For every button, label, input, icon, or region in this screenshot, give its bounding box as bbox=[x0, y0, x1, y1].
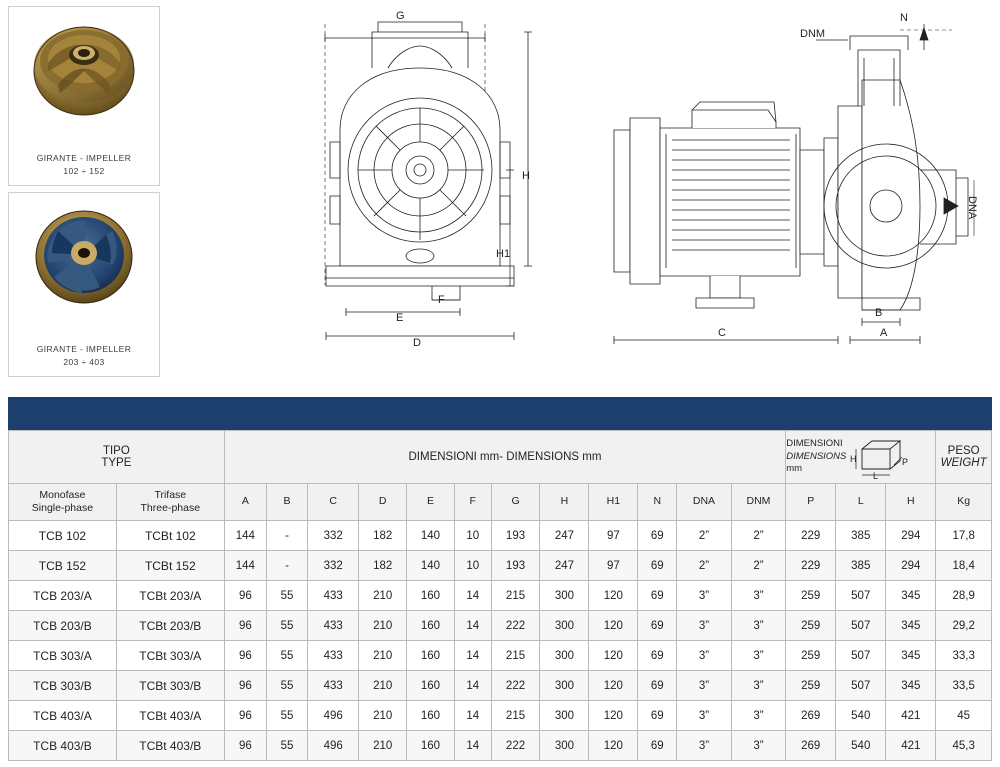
cell-E: 140 bbox=[407, 521, 455, 551]
caption-line-2: 102 ÷ 152 bbox=[63, 165, 105, 176]
cell-N: 69 bbox=[638, 701, 677, 731]
cell-type-three: TCBt 152 bbox=[116, 551, 224, 581]
cell-A: 96 bbox=[224, 581, 266, 611]
cell-type-three: TCBt 102 bbox=[116, 521, 224, 551]
col-header-H1: H1 bbox=[589, 484, 638, 521]
table-row bbox=[9, 611, 992, 641]
cell-DNA: 3” bbox=[677, 581, 731, 611]
col-en: Single-phase bbox=[31, 502, 94, 514]
col-header-H: H bbox=[540, 484, 589, 521]
cell-box-H: 421 bbox=[886, 731, 936, 761]
cell-G: 215 bbox=[491, 701, 540, 731]
cell-C: 496 bbox=[308, 701, 359, 731]
dim-label-E: E bbox=[396, 312, 404, 324]
cell-C: 496 bbox=[308, 731, 359, 761]
cell-P: 259 bbox=[786, 611, 836, 641]
table-row bbox=[9, 731, 992, 761]
cell-E: 160 bbox=[407, 731, 455, 761]
col-header-D: D bbox=[359, 484, 407, 521]
cell-E: 160 bbox=[407, 581, 455, 611]
dim-label-H: H bbox=[522, 170, 530, 182]
header-packing-cell bbox=[786, 431, 936, 484]
impeller-caption-2 bbox=[9, 343, 159, 368]
cell-H1: 120 bbox=[589, 731, 638, 761]
cell-F: 14 bbox=[454, 581, 491, 611]
cell-DNA: 3” bbox=[677, 641, 731, 671]
cell-H1: 97 bbox=[589, 551, 638, 581]
cell-F: 10 bbox=[454, 551, 491, 581]
cell-weight: 29,2 bbox=[936, 611, 992, 641]
cell-DNA: 3” bbox=[677, 671, 731, 701]
cell-E: 160 bbox=[407, 611, 455, 641]
cell-DNA: 3” bbox=[677, 701, 731, 731]
cell-H1: 120 bbox=[589, 611, 638, 641]
col-header-B: B bbox=[266, 484, 307, 521]
cell-N: 69 bbox=[638, 611, 677, 641]
cell-N: 69 bbox=[638, 641, 677, 671]
cell-L: 507 bbox=[836, 581, 886, 611]
cell-weight: 33,5 bbox=[936, 671, 992, 701]
header-type-cell bbox=[9, 431, 225, 484]
cell-DNM: 2” bbox=[731, 551, 785, 581]
cell-L: 507 bbox=[836, 611, 886, 641]
cell-DNM: 3” bbox=[731, 641, 785, 671]
cell-H: 247 bbox=[540, 521, 589, 551]
col-header-three-phase bbox=[116, 484, 224, 521]
header-type-en: TYPE bbox=[101, 457, 132, 469]
caption-line-1: GIRANTE - IMPELLER bbox=[36, 344, 132, 355]
cell-type-single: TCB 403/A bbox=[9, 701, 117, 731]
cell-type-single: TCB 203/A bbox=[9, 581, 117, 611]
col-header-C: C bbox=[308, 484, 359, 521]
cell-P: 269 bbox=[786, 701, 836, 731]
cell-A: 96 bbox=[224, 641, 266, 671]
cell-P: 269 bbox=[786, 731, 836, 761]
cell-G: 193 bbox=[491, 551, 540, 581]
impeller-photo-102-152 bbox=[8, 6, 160, 186]
side-view-drawing bbox=[600, 10, 980, 360]
cell-D: 210 bbox=[359, 581, 407, 611]
dim-label-G: G bbox=[396, 10, 405, 22]
cell-B: 55 bbox=[266, 641, 307, 671]
cell-box-H: 345 bbox=[886, 641, 936, 671]
cell-A: 96 bbox=[224, 701, 266, 731]
cell-D: 210 bbox=[359, 701, 407, 731]
cell-G: 222 bbox=[491, 611, 540, 641]
cell-N: 69 bbox=[638, 521, 677, 551]
svg-text:H: H bbox=[850, 454, 857, 464]
dim-label-C: C bbox=[718, 327, 726, 339]
dim-label-A: A bbox=[880, 327, 888, 339]
impeller-photo-203-403 bbox=[8, 192, 160, 377]
impeller-caption-1 bbox=[9, 152, 159, 177]
dim-label-B: B bbox=[875, 307, 883, 319]
cell-A: 96 bbox=[224, 731, 266, 761]
col-header-P: P bbox=[786, 484, 836, 521]
col-header-DNM: DNM bbox=[731, 484, 785, 521]
cell-weight: 18,4 bbox=[936, 551, 992, 581]
header-weight-en: WEIGHT bbox=[940, 457, 987, 469]
cell-H: 300 bbox=[540, 731, 589, 761]
impeller-drawing-2 bbox=[24, 201, 144, 313]
col-header-DNA: DNA bbox=[677, 484, 731, 521]
cell-B: 55 bbox=[266, 671, 307, 701]
cell-G: 193 bbox=[491, 521, 540, 551]
cell-type-single: TCB 403/B bbox=[9, 731, 117, 761]
cell-box-H: 294 bbox=[886, 521, 936, 551]
cell-N: 69 bbox=[638, 551, 677, 581]
cell-G: 215 bbox=[491, 641, 540, 671]
cell-DNM: 3” bbox=[731, 611, 785, 641]
col-header-G: G bbox=[491, 484, 540, 521]
cell-B: - bbox=[266, 551, 307, 581]
cell-H1: 97 bbox=[589, 521, 638, 551]
cell-weight: 33,3 bbox=[936, 641, 992, 671]
cell-N: 69 bbox=[638, 581, 677, 611]
cell-box-H: 294 bbox=[886, 551, 936, 581]
impeller-drawing-1 bbox=[24, 15, 144, 127]
cell-weight: 28,9 bbox=[936, 581, 992, 611]
cell-type-single: TCB 303/A bbox=[9, 641, 117, 671]
cell-D: 210 bbox=[359, 671, 407, 701]
cell-B: 55 bbox=[266, 701, 307, 731]
cell-L: 385 bbox=[836, 551, 886, 581]
cell-type-three: TCBt 403/A bbox=[116, 701, 224, 731]
cell-DNA: 3” bbox=[677, 731, 731, 761]
cell-C: 433 bbox=[308, 641, 359, 671]
dim-label-DNM: DNM bbox=[800, 28, 826, 40]
cell-L: 507 bbox=[836, 671, 886, 701]
table-header-group-row bbox=[9, 431, 992, 484]
cell-B: 55 bbox=[266, 731, 307, 761]
cell-type-single: TCB 152 bbox=[9, 551, 117, 581]
cell-DNM: 3” bbox=[731, 701, 785, 731]
svg-text:P: P bbox=[902, 457, 909, 467]
cell-C: 433 bbox=[308, 611, 359, 641]
cell-H: 300 bbox=[540, 581, 589, 611]
cell-E: 160 bbox=[407, 671, 455, 701]
cell-L: 507 bbox=[836, 641, 886, 671]
cell-F: 14 bbox=[454, 731, 491, 761]
table-column-header-row bbox=[9, 484, 992, 521]
caption-line-1: GIRANTE - IMPELLER bbox=[36, 153, 132, 164]
table-row bbox=[9, 701, 992, 731]
front-view-drawing bbox=[300, 10, 540, 360]
cell-L: 385 bbox=[836, 521, 886, 551]
col-header-N: N bbox=[638, 484, 677, 521]
header-packing-en: DIMENSIONS bbox=[786, 450, 847, 462]
cell-C: 433 bbox=[308, 671, 359, 701]
cell-F: 14 bbox=[454, 611, 491, 641]
cell-C: 332 bbox=[308, 551, 359, 581]
cell-P: 259 bbox=[786, 581, 836, 611]
cell-F: 14 bbox=[454, 641, 491, 671]
caption-line-2: 203 ÷ 403 bbox=[63, 356, 105, 367]
cell-DNM: 3” bbox=[731, 731, 785, 761]
header-weight-it: PESO bbox=[947, 445, 980, 457]
table-title-band bbox=[8, 397, 992, 430]
cell-A: 144 bbox=[224, 521, 266, 551]
header-packing-unit: mm bbox=[786, 463, 803, 475]
cell-L: 540 bbox=[836, 701, 886, 731]
col-it: Trifase bbox=[154, 488, 187, 501]
cell-DNM: 3” bbox=[731, 581, 785, 611]
cell-box-H: 345 bbox=[886, 611, 936, 641]
cell-H1: 120 bbox=[589, 701, 638, 731]
cell-A: 96 bbox=[224, 611, 266, 641]
cell-type-three: TCBt 403/B bbox=[116, 731, 224, 761]
cell-P: 259 bbox=[786, 641, 836, 671]
dim-label-F: F bbox=[438, 294, 445, 306]
cell-E: 160 bbox=[407, 641, 455, 671]
cell-box-H: 345 bbox=[886, 581, 936, 611]
cell-D: 210 bbox=[359, 731, 407, 761]
cell-type-three: TCBt 203/A bbox=[116, 581, 224, 611]
cell-H1: 120 bbox=[589, 641, 638, 671]
cell-H: 247 bbox=[540, 551, 589, 581]
impeller-image-blue bbox=[9, 193, 159, 321]
cell-DNA: 2” bbox=[677, 521, 731, 551]
dim-label-DNA: DNA bbox=[966, 196, 978, 220]
table-row bbox=[9, 521, 992, 551]
dim-label-D: D bbox=[413, 337, 421, 349]
cell-D: 210 bbox=[359, 611, 407, 641]
cell-DNA: 2” bbox=[677, 551, 731, 581]
cell-DNA: 3” bbox=[677, 611, 731, 641]
cell-H: 300 bbox=[540, 641, 589, 671]
cell-weight: 45 bbox=[936, 701, 992, 731]
specification-table bbox=[8, 430, 992, 761]
impeller-image-brass bbox=[9, 7, 159, 135]
packing-box-icon bbox=[850, 435, 912, 479]
col-header-single-phase bbox=[9, 484, 117, 521]
cell-C: 332 bbox=[308, 521, 359, 551]
table-row bbox=[9, 671, 992, 701]
cell-DNM: 3” bbox=[731, 671, 785, 701]
table-row bbox=[9, 641, 992, 671]
cell-D: 182 bbox=[359, 551, 407, 581]
cell-H: 300 bbox=[540, 671, 589, 701]
cell-DNM: 2” bbox=[731, 521, 785, 551]
col-en: Three-phase bbox=[140, 502, 201, 514]
cell-F: 14 bbox=[454, 671, 491, 701]
cell-G: 222 bbox=[491, 731, 540, 761]
col-header-kg: Kg bbox=[936, 484, 992, 521]
cell-B: 55 bbox=[266, 581, 307, 611]
cell-type-single: TCB 303/B bbox=[9, 671, 117, 701]
cell-F: 14 bbox=[454, 701, 491, 731]
cell-P: 229 bbox=[786, 521, 836, 551]
cell-box-H: 421 bbox=[886, 701, 936, 731]
cell-H: 300 bbox=[540, 611, 589, 641]
cell-weight: 45,3 bbox=[936, 731, 992, 761]
svg-text:L: L bbox=[873, 471, 879, 481]
col-header-A: A bbox=[224, 484, 266, 521]
cell-N: 69 bbox=[638, 671, 677, 701]
cell-type-three: TCBt 303/A bbox=[116, 641, 224, 671]
cell-type-three: TCBt 203/B bbox=[116, 611, 224, 641]
cell-B: 55 bbox=[266, 611, 307, 641]
col-header-F: F bbox=[454, 484, 491, 521]
header-packing-it: DIMENSIONI bbox=[786, 438, 843, 450]
col-it: Monofase bbox=[39, 488, 86, 501]
cell-H1: 120 bbox=[589, 581, 638, 611]
cell-P: 259 bbox=[786, 671, 836, 701]
cell-type-three: TCBt 303/B bbox=[116, 671, 224, 701]
col-header-box-H: H bbox=[886, 484, 936, 521]
cell-L: 540 bbox=[836, 731, 886, 761]
cell-A: 96 bbox=[224, 671, 266, 701]
cell-F: 10 bbox=[454, 521, 491, 551]
cell-G: 215 bbox=[491, 581, 540, 611]
cell-B: - bbox=[266, 521, 307, 551]
cell-C: 433 bbox=[308, 581, 359, 611]
cell-D: 182 bbox=[359, 521, 407, 551]
cell-type-single: TCB 203/B bbox=[9, 611, 117, 641]
col-header-L: L bbox=[836, 484, 886, 521]
cell-E: 160 bbox=[407, 701, 455, 731]
cell-P: 229 bbox=[786, 551, 836, 581]
cell-H1: 120 bbox=[589, 671, 638, 701]
cell-A: 144 bbox=[224, 551, 266, 581]
col-header-E: E bbox=[407, 484, 455, 521]
table-row bbox=[9, 551, 992, 581]
cell-type-single: TCB 102 bbox=[9, 521, 117, 551]
cell-D: 210 bbox=[359, 641, 407, 671]
cell-box-H: 345 bbox=[886, 671, 936, 701]
header-type-it: TIPO bbox=[102, 445, 130, 457]
dim-label-H1: H1 bbox=[496, 248, 511, 260]
cell-N: 69 bbox=[638, 731, 677, 761]
cell-G: 222 bbox=[491, 671, 540, 701]
dim-label-N: N bbox=[900, 12, 908, 24]
header-dimensions-cell: DIMENSIONI mm- DIMENSIONS mm bbox=[224, 431, 785, 484]
table-row bbox=[9, 581, 992, 611]
cell-H: 300 bbox=[540, 701, 589, 731]
cell-weight: 17,8 bbox=[936, 521, 992, 551]
header-weight-cell bbox=[936, 431, 992, 484]
cell-E: 140 bbox=[407, 551, 455, 581]
